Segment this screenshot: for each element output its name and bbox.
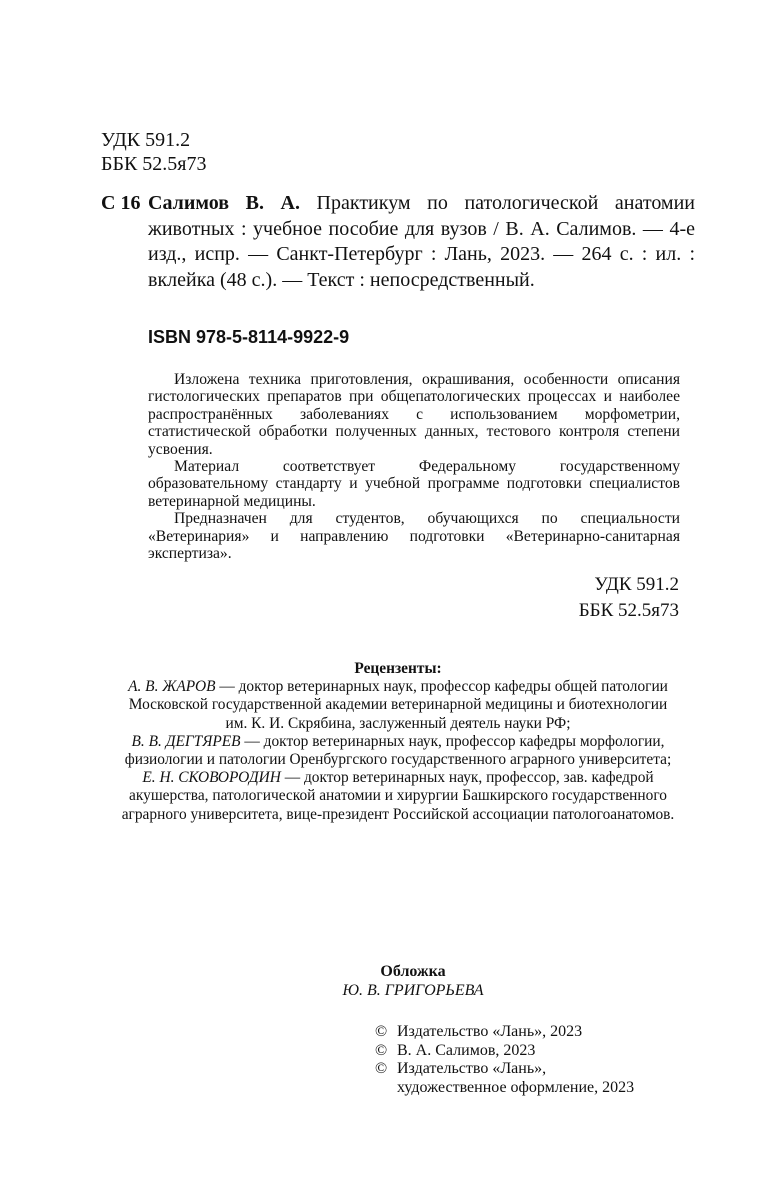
annotation-paragraph: Предназначен для студентов, обучающихся по специальности «Ветеринария» и направлению подготовки «Ветеринарно-санитарная экспертиза». (148, 510, 680, 563)
copyright-block (375, 1023, 634, 1097)
copyright-text: художественное оформление, 2023 (397, 1078, 635, 1096)
reviewer-description: — доктор ветеринарных наук, профессор кафедры морфологии, физиологии и патологии Оренбургского государственного аграрного университета; (124, 732, 672, 769)
copyright-icon: © (375, 1060, 388, 1078)
copyright-icon: © (375, 1041, 388, 1059)
reviewer-name: А. В. ЖАРОВ (128, 678, 216, 696)
cover-heading: Обложка (380, 963, 446, 980)
reviewer-description: — доктор ветеринарных наук, профессор, зав. кафедрой акушерства, патологической анатомии и хирургии Башкирского государственного аграрного университета, вице-президент Российской ассоциации патологоанатомов. (121, 769, 675, 823)
udk-code: УДК 591.2 (101, 129, 191, 151)
copyright-line (375, 1023, 634, 1042)
annotation-paragraph: Изложена техника приготовления, окрашивания, особенности описания гистологических препаратов при общепатологических процессах и наиболее распространённых заболеваниях с использованием морфометрии, статистической обработки полученных данных, тестового контроля степени усвоения. (148, 371, 680, 458)
author-name: Салимов В. А. (148, 192, 300, 214)
isbn: ISBN 978-5-8114-9922-9 (148, 327, 350, 347)
reviewer-name: В. В. ДЕГТЯРЕВ (131, 732, 241, 750)
reviewers-heading: Рецензенты: (354, 660, 442, 677)
cover-credit (300, 962, 526, 1000)
author-mark: С 16 (101, 192, 141, 214)
udk-block-top (101, 128, 207, 176)
description-text: Практикум по патологической анатомии животных : учебное пособие для вузов / В. А. Салимов. — 4-е изд., испр. — Санкт-Петербург : Лань, 2023. — 264 с. : ил. : вклейка (48 с.). — Текст : непосредственный. (148, 192, 695, 291)
reviewers (118, 660, 678, 824)
reviewer-entry (118, 678, 678, 733)
copyright-text: Издательство «Лань», 2023 (397, 1023, 583, 1040)
udk-block-bottom (579, 572, 679, 624)
copyright-text: Издательство «Лань», (397, 1060, 547, 1078)
bibliographic-description (148, 191, 695, 293)
reviewer-entry (118, 733, 678, 769)
copyright-line (375, 1042, 634, 1061)
copyright-line (375, 1079, 634, 1098)
reviewer-name: Е. Н. СКОВОРОДИН (142, 769, 281, 787)
udk-code: УДК 591.2 (594, 574, 679, 595)
annotation-paragraph: Материал соответствует Федеральному государственному образовательному стандарту и учебной программе подготовки специалистов ветеринарной медицины. (148, 458, 680, 510)
bbk-code: ББК 52.5я73 (101, 153, 207, 175)
reviewer-description: — доктор ветеринарных наук, профессор кафедры общей патологии Московской государственной академии ветеринарной медицины и биотехнологии им. К. И. Скрябина, заслуженный деятель науки РФ; (128, 678, 668, 732)
copyright-icon: © (375, 1023, 388, 1040)
copyright-text: В. А. Салимов, 2023 (397, 1041, 536, 1059)
copyright-line (375, 1060, 634, 1079)
reviewer-entry (118, 769, 678, 824)
annotation (148, 371, 680, 562)
catalog-entry (101, 191, 695, 293)
cover-designer: Ю. В. ГРИГОРЬЕВА (342, 982, 484, 999)
bbk-code: ББК 52.5я73 (578, 600, 679, 621)
